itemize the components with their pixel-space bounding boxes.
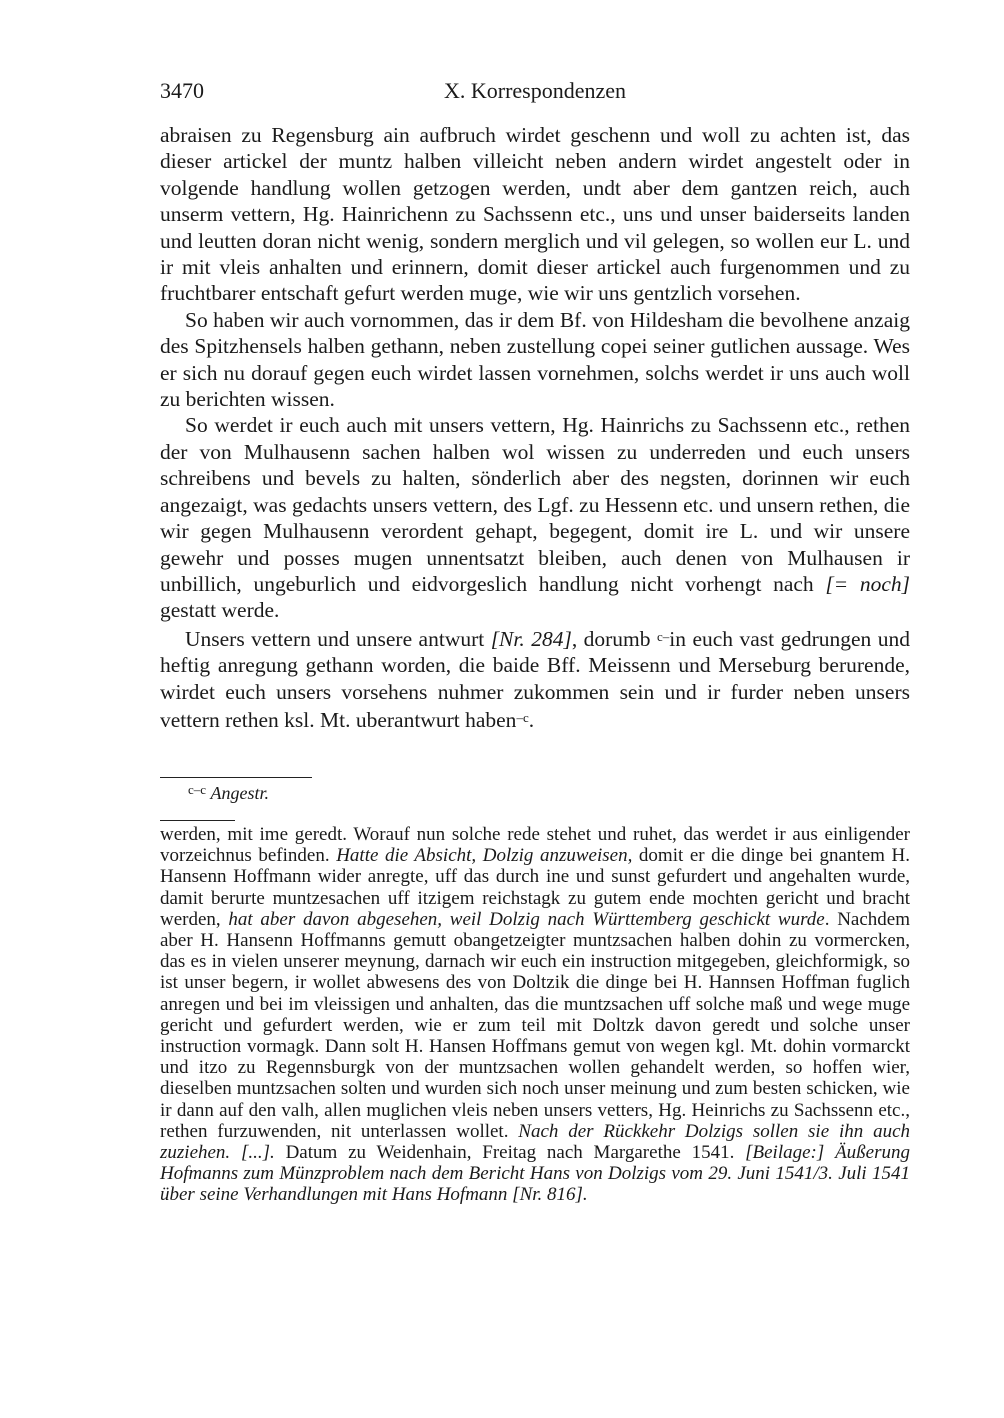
- paragraph-1-text: abraisen zu Regensburg ain aufbruch wirdet geschenn und woll zu achten ist, das dieser artickel der muntz halben villeicht neben andern wirdet angestelt oder in volgende handlung wollen getzogen werden, undt aber dem gantzen reich, auch unserm vettern, Hg. Hainrichenn zu Sachssenn etc., uns und unser baiderseits landen und leutten doran nicht wenig, sondern merglich und vil gelegen, so wollen eur L. und ir mit vleis anhalten und erinnern, domit dieser artickel auch furgenommen und zu fruchtbarer entschaft gefurt werden muge, wie wir uns gentzlich vorsehen.: [160, 123, 910, 306]
- paragraph-3-end: gestatt werde.: [160, 598, 280, 623]
- paragraph-4: [160, 624, 910, 734]
- commentary-italic-3: Nach der Rückkehr Dolzigs sollen sie ihn auch zuziehen. [...].: [160, 1120, 911, 1164]
- paragraph-4-text-a: Unsers vettern und unsere antwurt: [185, 626, 485, 651]
- paragraph-3: [160, 412, 910, 623]
- footnote-divider: [160, 777, 312, 778]
- commentary-italic-4: [Beilage:] Äußerung Hofmanns zum Münzproblem nach dem Bericht Hans von Dolzigs vom 29. Juni 1541/3. Juli 1541 über seine Verhandlungen mit Hans Hofmann [Nr. 816].: [160, 1142, 910, 1206]
- main-text: [160, 122, 910, 733]
- paragraph-4-text-c: in euch vast gedrungen und heftig anregung gethann worden, die baide Bff. Meissenn und Merseburg berurende, wirdet euch unsers vorsehens nuhmer zukommen sein und ir furder neben unsers vettern rethen ksl. Mt. uberantwurt haben: [160, 626, 911, 732]
- paragraph-1: [160, 122, 910, 307]
- footnote-c: [188, 782, 269, 804]
- editorial-insertion: [= noch]: [825, 571, 910, 596]
- commentary-segment-3: . Nachdem aber H. Hansenn Hoffmanns gemutt obangetzeigter muntzsachen halben dohin zu vormercken, das es in vielen unserer meynung, darnach wir euch ein instruction mitgegeben, gleichformigk, so ist unser begern, ir wollet abwesens des von Doltzik die dinge bei H. Hannsen Hoffman fuglich anregen und bei im vleissigen und anhalten, das die muntzsachen uff solche maß und wege muge gericht und gefurdert werden, wie er zum teil mit Doltzk davon geredt und solche unser instruction vormagk. Dann solt H. Hansen Hoffmans gemut von wegen kgl. Mt. dohin vormarckt und itzo zu Regennsburgk von der muntzsachen wollen gehandelt werden, so hoffen wier, dieselben muntzsachen solten und wurden sich noch unser meinung und zum besten schicken, wie ir dann auf den valh, allen muglichen vleis neben unsers vetters, Hg. Heinrichs zu Sachssenn etc., rethen furzuwenden, nit unterlassen wollet.: [160, 908, 910, 1142]
- footnote-mark-close: –c: [516, 709, 529, 725]
- footnote-text: Angestr.: [210, 783, 270, 803]
- running-title: X. Korrespondenzen: [443, 78, 627, 103]
- page-number: 3470: [160, 78, 204, 103]
- running-header: [160, 78, 910, 108]
- paragraph-4-end: .: [528, 707, 535, 732]
- commentary-segment-4: Datum zu Weidenhain, Freitag nach Margarethe 1541.: [285, 1142, 735, 1164]
- commentary-italic-2: hat aber davon abgesehen, weil Dolzig nach Württemberg geschickt wurde: [228, 908, 825, 930]
- commentary-divider: [160, 820, 235, 821]
- document-reference: [Nr. 284]: [490, 626, 572, 651]
- paragraph-3-text: So werdet ir euch auch mit unsers vettern, Hg. Hainrichs zu Sachssenn etc., rethen der von Mulhausenn sachen halben wol wissen zu underreden und euch unsers schreibens und bevels zu halten, sönderlich aber des negsten, dorinnen wir euch angezaigt, was gedachts unsers vettern, des Lgf. zu Hessenn etc. und unsern rethen, die wir gegen Mulhausenn verordent gehapt, begegent, domit ire L. und wir unsere gewehr und posses mugen unnentsatzt bleiben, auch denen von Mulhausen ir unbillich, ungeburlich und eidvorgeslich handlung nicht vorhengt nach: [160, 413, 910, 596]
- footnote-mark-open: c–: [657, 628, 670, 644]
- paragraph-2: [160, 307, 910, 413]
- commentary-paragraph: [160, 824, 910, 1206]
- paragraph-2-text: So haben wir auch vornommen, das ir dem Bf. von Hildesham die bevolhene anzaig des Spitzhensels halben gethann, neben zustellung copei seiner gutlichen aussage. Wes er sich nu dorauf gegen euch wirdet lassen vornehmen, solchs werdet ir uns auch woll zu berichten wissen.: [160, 307, 910, 412]
- commentary-text: [160, 824, 910, 1206]
- footnote-mark: c–c: [188, 782, 207, 797]
- commentary-segment-1: werden, mit ime geredt. Worauf nun solche rede stehet und ruhet, das werdet ir aus einligender vorzeichnus befinden.: [160, 824, 910, 867]
- commentary-segment-2: domit er die dinge bei gnantem H. Hansenn Hoffmann wider anregte, uff das durch ine und sunst gefurdert und angehalten wurde, damit berurte muntzesachen uff itzigem reichstagk zu gutem ende mochten gericht und bracht werden,: [160, 845, 910, 930]
- paragraph-4-text-b: , dorumb: [571, 626, 651, 651]
- commentary-italic-1: Hatte die Absicht, Dolzig anzuweisen,: [336, 845, 633, 867]
